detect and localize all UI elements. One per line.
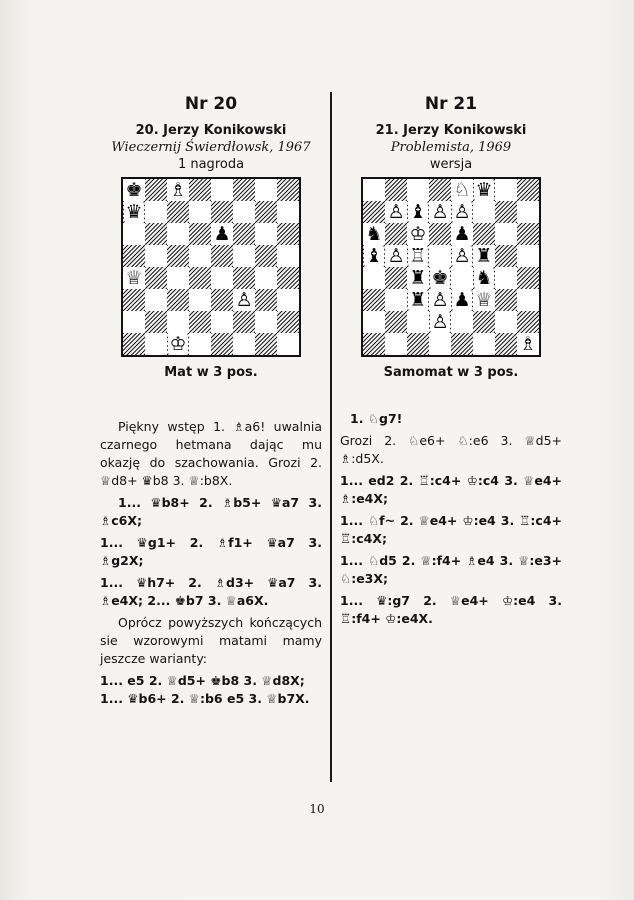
board-square [255, 245, 277, 267]
problem-number: Nr 20 [184, 94, 238, 114]
board-square [167, 179, 189, 201]
board-square [363, 333, 385, 355]
board-square [277, 201, 299, 223]
solution-line: 1... e5 2. ♕d5+ ♚b8 3. ♕d8X; [100, 673, 305, 688]
board-square [255, 311, 277, 333]
board-square [495, 289, 517, 311]
board-square [451, 311, 473, 333]
chess-piece: ♙ [453, 245, 471, 267]
board-square [495, 201, 517, 223]
problem-source: Problemista, 1969 [390, 140, 512, 155]
board-square [167, 223, 189, 245]
solution-line: 1. ♘g7! [350, 411, 403, 426]
board-square [517, 201, 539, 223]
board-square [473, 267, 495, 289]
chess-piece: ♔ [409, 223, 427, 245]
chess-piece: ♜ [475, 245, 493, 267]
board-square [145, 245, 167, 267]
board-square [517, 245, 539, 267]
chess-piece: ♝ [409, 201, 427, 223]
board-square [277, 289, 299, 311]
chess-piece: ♙ [453, 201, 471, 223]
board-square [145, 179, 167, 201]
chess-diagram [361, 177, 541, 357]
board-square [123, 289, 145, 311]
board-square [363, 223, 385, 245]
board-square [495, 179, 517, 201]
board-square [145, 267, 167, 289]
chess-piece: ♜ [409, 267, 427, 289]
board-square [473, 333, 495, 355]
solution-line: 1... ♘f~ 2. ♕e4+ ♔:e4 3. ♖:c4+ ♖:c4X; [340, 513, 562, 546]
board-square [189, 179, 211, 201]
page-number: 10 [309, 802, 325, 816]
board-square [495, 333, 517, 355]
board-square [517, 267, 539, 289]
solution-text [340, 410, 562, 628]
board-square [429, 289, 451, 311]
problem-award: wersja [429, 157, 473, 172]
board-square [277, 333, 299, 355]
chess-diagram [121, 177, 301, 357]
board-square [255, 267, 277, 289]
board-square [189, 245, 211, 267]
board-square [145, 223, 167, 245]
board-square [233, 223, 255, 245]
board-square [407, 245, 429, 267]
board-square [517, 223, 539, 245]
board-square [189, 289, 211, 311]
chess-piece: ♙ [431, 201, 449, 223]
board-square [277, 245, 299, 267]
chess-piece: ♖ [409, 245, 427, 267]
stipulation: Samomat w 3 pos. [383, 365, 519, 380]
board-square [233, 245, 255, 267]
board-square [385, 267, 407, 289]
board-square [255, 333, 277, 355]
chess-piece: ♙ [235, 289, 253, 311]
board-square [189, 201, 211, 223]
solution-line: Oprócz powyższych kończących sie wzorowymi matami mamy jeszcze warianty: [100, 615, 322, 666]
board-square [429, 245, 451, 267]
board-square [451, 267, 473, 289]
board-square [167, 245, 189, 267]
board-square [407, 311, 429, 333]
problem-20-column [100, 92, 322, 712]
board-square [211, 201, 233, 223]
board-square [451, 289, 473, 311]
board-square [211, 289, 233, 311]
board-square [277, 179, 299, 201]
board-square [363, 311, 385, 333]
board-square [451, 333, 473, 355]
board-square [495, 245, 517, 267]
solution-line: Piękny wstęp 1. ♗a6! uwalnia czarnego hetmana dając mu okazję do szachowania. Grozi 2. ♕d8+ ♛b8 3. ♕:b8X. [100, 419, 322, 488]
board-square [189, 311, 211, 333]
chess-piece: ♗ [519, 333, 537, 355]
board-square [211, 223, 233, 245]
chess-piece: ♙ [431, 311, 449, 333]
board-square [473, 289, 495, 311]
board-square [363, 267, 385, 289]
board-square [123, 223, 145, 245]
problem-source: Wieczernij Świerdłowsk, 1967 [111, 140, 311, 155]
chess-piece: ♔ [169, 333, 187, 355]
chess-piece: ♙ [387, 201, 405, 223]
board-square [211, 267, 233, 289]
board-square [277, 311, 299, 333]
chess-piece: ♙ [431, 289, 449, 311]
board-square [385, 245, 407, 267]
board-square [429, 311, 451, 333]
solution-text [100, 418, 322, 708]
problem-number: Nr 21 [424, 94, 478, 114]
chess-piece: ♗ [169, 179, 187, 201]
board-square [473, 179, 495, 201]
board-square [473, 223, 495, 245]
board-square [517, 289, 539, 311]
board-square [451, 223, 473, 245]
board-square [517, 179, 539, 201]
chess-piece: ♛ [125, 201, 143, 223]
board-square [429, 223, 451, 245]
board-square [363, 179, 385, 201]
chess-piece: ♚ [431, 267, 449, 289]
board-square [495, 223, 517, 245]
board-square [233, 311, 255, 333]
board-square [167, 201, 189, 223]
board-square [473, 201, 495, 223]
problem-21-column [340, 92, 562, 632]
board-square [167, 311, 189, 333]
board-square [211, 179, 233, 201]
chess-piece: ♟ [453, 289, 471, 311]
board-square [123, 179, 145, 201]
board-square [211, 333, 233, 355]
board-square [363, 245, 385, 267]
board-square [473, 245, 495, 267]
board-square [255, 179, 277, 201]
board-square [233, 201, 255, 223]
problem-award: 1 nagroda [177, 157, 245, 172]
board-square [233, 179, 255, 201]
board-square [233, 267, 255, 289]
board-square [385, 289, 407, 311]
chess-piece: ♚ [125, 179, 143, 201]
chess-piece: ♞ [475, 267, 493, 289]
board-square [255, 223, 277, 245]
board-square [407, 267, 429, 289]
board-square [473, 311, 495, 333]
chess-piece: ♜ [409, 289, 427, 311]
chess-piece: ♟ [453, 223, 471, 245]
chess-piece: ♕ [475, 289, 493, 311]
problem-author: 20. Jerzy Konikowski [135, 123, 287, 138]
board-square [123, 333, 145, 355]
board-square [189, 333, 211, 355]
board-square [123, 311, 145, 333]
board-square [189, 223, 211, 245]
board-square [167, 289, 189, 311]
board-square [255, 201, 277, 223]
board-square [407, 201, 429, 223]
board-square [233, 289, 255, 311]
board-square [363, 201, 385, 223]
solution-line: 1... ♘d5 2. ♕:f4+ ♗e4 3. ♕:e3+ ♘:e3X; [340, 553, 562, 586]
board-square [167, 333, 189, 355]
board-square [123, 267, 145, 289]
chess-piece: ♕ [125, 267, 143, 289]
solution-line: 1... ♛:g7 2. ♕e4+ ♔:e4 3. ♖:f4+ ♔:e4X. [340, 593, 562, 626]
board-square [517, 333, 539, 355]
board-square [407, 179, 429, 201]
board-square [385, 223, 407, 245]
problem-author: 21. Jerzy Konikowski [375, 123, 527, 138]
chess-piece: ♝ [365, 245, 383, 267]
board-square [211, 311, 233, 333]
board-square [429, 201, 451, 223]
solution-line: 1... ♛b8+ 2. ♗b5+ ♛a7 3. ♗c6X; [100, 495, 322, 528]
board-square [451, 245, 473, 267]
board-square [123, 201, 145, 223]
solution-line: 1... ed2 2. ♖:c4+ ♔:c4 3. ♕e4+ ♗:e4X; [340, 473, 562, 506]
board-square [385, 311, 407, 333]
solution-line: 1... ♛h7+ 2. ♗d3+ ♛a7 3. ♗e4X; 2... ♚b7 3. ♕a6X. [100, 575, 322, 608]
board-square [145, 289, 167, 311]
solution-line: 1... ♛g1+ 2. ♗f1+ ♛a7 3. ♗g2X; [100, 535, 322, 568]
board-square [451, 179, 473, 201]
board-square [495, 311, 517, 333]
board-square [277, 223, 299, 245]
chess-piece: ♞ [365, 223, 383, 245]
board-square [429, 333, 451, 355]
board-square [189, 267, 211, 289]
board-square [451, 201, 473, 223]
chess-piece: ♟ [213, 223, 231, 245]
board-square [429, 267, 451, 289]
board-square [145, 333, 167, 355]
column-divider [330, 92, 332, 782]
board-square [233, 333, 255, 355]
chess-piece: ♙ [387, 245, 405, 267]
board-square [167, 267, 189, 289]
board-square [363, 289, 385, 311]
board-square [277, 267, 299, 289]
board-square [385, 201, 407, 223]
solution-line: Grozi 2. ♘e6+ ♘:e6 3. ♕d5+ ♗:d5X. [340, 433, 562, 466]
board-square [123, 245, 145, 267]
stipulation: Mat w 3 pos. [164, 365, 258, 380]
board-square [495, 267, 517, 289]
board-square [145, 311, 167, 333]
board-square [407, 289, 429, 311]
board-square [255, 289, 277, 311]
board-square [385, 333, 407, 355]
board-square [407, 333, 429, 355]
board-square [145, 201, 167, 223]
solution-line: 1... ♛b6+ 2. ♕:b6 e5 3. ♕b7X. [100, 691, 310, 706]
board-square [517, 311, 539, 333]
board-square [407, 223, 429, 245]
board-square [211, 245, 233, 267]
board-square [385, 179, 407, 201]
board-square [429, 179, 451, 201]
chess-piece: ♛ [475, 179, 493, 201]
chess-piece: ♘ [453, 179, 471, 201]
